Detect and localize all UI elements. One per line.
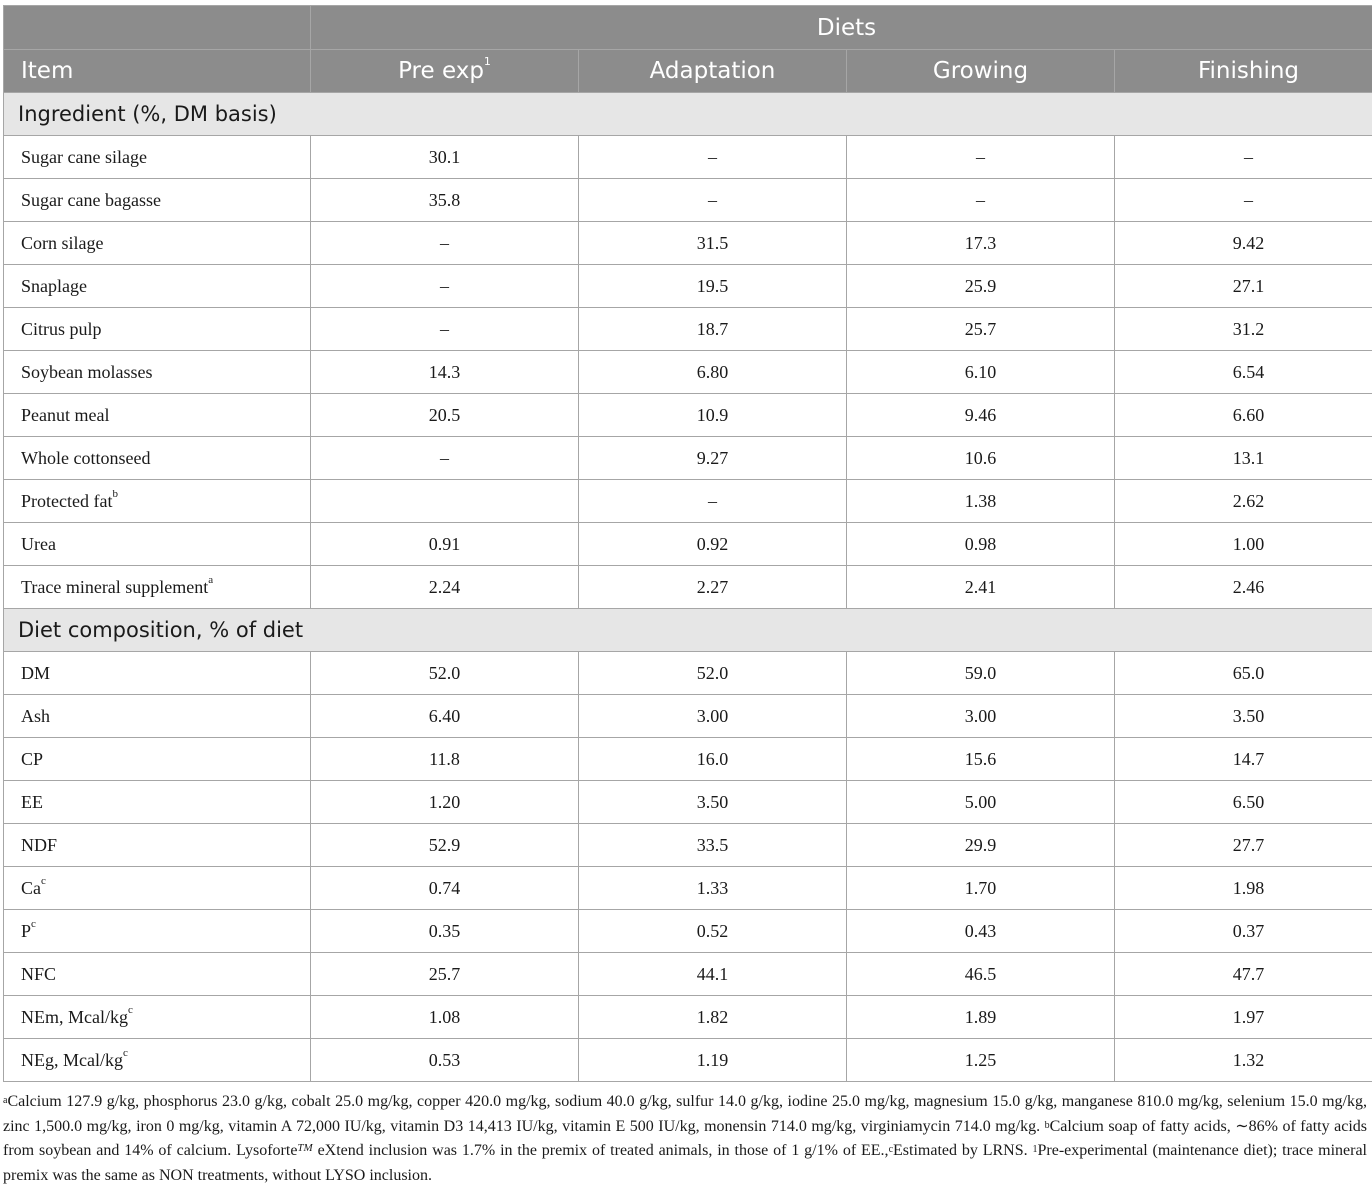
table-cell: 1.38: [847, 480, 1115, 523]
header-column-row: [4, 50, 1372, 93]
row-label-cell: [4, 437, 311, 480]
table-cell: 5.00: [847, 781, 1115, 824]
row-label-sup: c: [41, 875, 46, 887]
footnote-b-text-1: Calcium soap of fatty acids, ∼86% of fatty acids from soybean and 14% of calcium. Lysoforte: [3, 1118, 1367, 1160]
table-cell: 0.92: [579, 523, 847, 566]
table-cell: 1.25: [847, 1039, 1115, 1082]
table-cell: 0.37: [1115, 910, 1372, 953]
table-row: [4, 695, 1372, 738]
table-row: [4, 824, 1372, 867]
table-body: [4, 93, 1372, 1082]
row-label-cell: [4, 695, 311, 738]
row-label-cell: [4, 222, 311, 265]
row-label: NFC: [21, 964, 56, 984]
row-label: Trace mineral supplement: [21, 577, 208, 597]
table-cell: 9.46: [847, 394, 1115, 437]
table-cell: 0.35: [311, 910, 579, 953]
row-label-cell: [4, 1039, 311, 1082]
table-cell: 1.82: [579, 996, 847, 1039]
table-cell: –: [311, 308, 579, 351]
table-cell: 1.70: [847, 867, 1115, 910]
table-row: [4, 867, 1372, 910]
row-label: Peanut meal: [21, 405, 109, 425]
table-cell: 1.00: [1115, 523, 1372, 566]
table-cell: 31.2: [1115, 308, 1372, 351]
row-label: Citrus pulp: [21, 319, 102, 339]
header-column: [579, 50, 847, 93]
row-label: NEg, Mcal/kg: [21, 1050, 123, 1070]
table-cell: 25.9: [847, 265, 1115, 308]
table-cell: 0.43: [847, 910, 1115, 953]
table-cell: 2.41: [847, 566, 1115, 609]
row-label: NEm, Mcal/kg: [21, 1007, 128, 1027]
table-cell: 27.7: [1115, 824, 1372, 867]
table-cell: 18.7: [579, 308, 847, 351]
table-row: [4, 265, 1372, 308]
row-label-sup: a: [208, 574, 213, 586]
table-cell: 0.74: [311, 867, 579, 910]
table-cell: –: [579, 179, 847, 222]
table-cell: [311, 480, 579, 523]
table-cell: 15.6: [847, 738, 1115, 781]
row-label: P: [21, 921, 31, 941]
table-cell: 1.32: [1115, 1039, 1372, 1082]
section-title: Diet composition, % of diet: [4, 609, 1372, 652]
row-label: Protected fat: [21, 491, 112, 511]
row-label-cell: [4, 910, 311, 953]
footnote-b-text-2: eXtend inclusion was 1.7% in the premix of treated animals, in those of 1 g/1% of EE.,: [313, 1142, 889, 1159]
table-cell: 35.8: [311, 179, 579, 222]
row-label: NDF: [21, 835, 57, 855]
table-cell: 1.98: [1115, 867, 1372, 910]
table-cell: 17.3: [847, 222, 1115, 265]
table-cell: 3.50: [1115, 695, 1372, 738]
table-cell: 2.46: [1115, 566, 1372, 609]
section-title: Ingredient (%, DM basis): [4, 93, 1372, 136]
row-label: Sugar cane bagasse: [21, 190, 161, 210]
row-label-cell: [4, 738, 311, 781]
row-label: EE: [21, 792, 43, 812]
row-label-cell: [4, 351, 311, 394]
header-group-diets: Diets: [311, 6, 1372, 50]
row-label: Corn silage: [21, 233, 104, 253]
header-column-label: Finishing: [1198, 58, 1299, 84]
table-row: [4, 1039, 1372, 1082]
table-cell: 47.7: [1115, 953, 1372, 996]
table-cell: 6.54: [1115, 351, 1372, 394]
footnote-c-text: Estimated by LRNS.: [893, 1142, 1032, 1159]
table-cell: 2.62: [1115, 480, 1372, 523]
row-label-cell: [4, 953, 311, 996]
row-label-sup: c: [123, 1047, 128, 1059]
table-cell: 19.5: [579, 265, 847, 308]
table-cell: –: [1115, 179, 1372, 222]
table-cell: 0.53: [311, 1039, 579, 1082]
table-cell: 10.6: [847, 437, 1115, 480]
table-cell: 1.20: [311, 781, 579, 824]
trademark-mark: TM: [297, 1142, 312, 1154]
table-header: [4, 6, 1372, 93]
table-cell: 9.42: [1115, 222, 1372, 265]
section-header-row: [4, 609, 1372, 652]
row-label-cell: [4, 523, 311, 566]
table-cell: –: [311, 437, 579, 480]
row-label-cell: [4, 824, 311, 867]
table-row: [4, 351, 1372, 394]
table-cell: 30.1: [311, 136, 579, 179]
row-label-cell: [4, 179, 311, 222]
table-cell: –: [847, 179, 1115, 222]
row-label-cell: [4, 652, 311, 695]
row-label-cell: [4, 394, 311, 437]
table-cell: –: [579, 480, 847, 523]
table-cell: 52.0: [579, 652, 847, 695]
header-column-label: Adaptation: [650, 58, 776, 84]
table-row: [4, 910, 1372, 953]
table-cell: 6.80: [579, 351, 847, 394]
table-cell: 1.89: [847, 996, 1115, 1039]
row-label: Soybean molasses: [21, 362, 152, 382]
table-cell: –: [311, 222, 579, 265]
header-item: Item: [4, 50, 311, 93]
table-cell: 25.7: [847, 308, 1115, 351]
table-row: [4, 738, 1372, 781]
table-cell: 13.1: [1115, 437, 1372, 480]
table-row: [4, 523, 1372, 566]
table-cell: 11.8: [311, 738, 579, 781]
table-row: [4, 437, 1372, 480]
table-cell: 3.50: [579, 781, 847, 824]
table-cell: –: [311, 265, 579, 308]
table-cell: –: [579, 136, 847, 179]
diet-table-container: [3, 5, 1369, 1082]
row-label-sup: c: [128, 1004, 133, 1016]
row-label-cell: [4, 781, 311, 824]
table-cell: 44.1: [579, 953, 847, 996]
row-label-cell: [4, 265, 311, 308]
table-cell: 3.00: [847, 695, 1115, 738]
header-group-row: [4, 6, 1372, 50]
table-cell: 46.5: [847, 953, 1115, 996]
table-cell: 29.9: [847, 824, 1115, 867]
header-column-label: Pre exp: [398, 58, 484, 84]
table-cell: 2.27: [579, 566, 847, 609]
table-cell: 31.5: [579, 222, 847, 265]
table-row: [4, 996, 1372, 1039]
row-label-cell: [4, 480, 311, 523]
row-label-cell: [4, 996, 311, 1039]
row-label-cell: [4, 136, 311, 179]
header-column: [1115, 50, 1372, 93]
table-cell: 27.1: [1115, 265, 1372, 308]
table-cell: 0.91: [311, 523, 579, 566]
table-cell: 1.08: [311, 996, 579, 1039]
table-row: [4, 566, 1372, 609]
row-label: CP: [21, 749, 43, 769]
table-cell: 14.7: [1115, 738, 1372, 781]
row-label: Sugar cane silage: [21, 147, 147, 167]
footnote-a-text: Calcium 127.9 g/kg, phosphorus 23.0 g/kg, cobalt 25.0 mg/kg, copper 420.0 mg/kg, sodium 40.0 g/kg, sulfur 14.0 g/kg, iodine 25.0 mg/kg, magnesium 15.0 g/kg, manganese 810.0 mg/kg, selenium 15.0 mg/kg, zinc 1,500.0 mg/kg, iron 0 mg/kg, vitamin A 72,000 IU/kg, vitamin D3 14,413 IU/kg, vitamin E 500 IU/kg, monensin 714.0 mg/kg, virginiamycin 714.0 mg/kg.: [3, 1093, 1367, 1135]
row-label: Ca: [21, 878, 41, 898]
table-cell: 6.60: [1115, 394, 1372, 437]
table-cell: –: [847, 136, 1115, 179]
table-row: [4, 781, 1372, 824]
section-header-row: [4, 93, 1372, 136]
table-row: [4, 179, 1372, 222]
row-label: Whole cottonseed: [21, 448, 150, 468]
header-column: [311, 50, 579, 93]
row-label: Ash: [21, 706, 50, 726]
row-label-cell: [4, 867, 311, 910]
footnote-1-text: Pre-experimental (maintenance diet); trace mineral premix was the same as NON treatments, without LYSO inclusion.: [3, 1142, 1367, 1184]
table-cell: 3.00: [579, 695, 847, 738]
row-label-sup: b: [112, 488, 118, 500]
row-label-cell: [4, 566, 311, 609]
table-cell: 0.98: [847, 523, 1115, 566]
footnote-mark-a: a: [3, 1095, 7, 1106]
table-cell: 65.0: [1115, 652, 1372, 695]
table-row: [4, 136, 1372, 179]
table-cell: 1.97: [1115, 996, 1372, 1039]
table-cell: 33.5: [579, 824, 847, 867]
table-row: [4, 652, 1372, 695]
table-cell: 52.9: [311, 824, 579, 867]
table-cell: 10.9: [579, 394, 847, 437]
table-row: [4, 222, 1372, 265]
table-cell: 2.24: [311, 566, 579, 609]
table-footnote: [3, 1090, 1367, 1188]
table-cell: 0.52: [579, 910, 847, 953]
table-row: [4, 394, 1372, 437]
footnote-mark-b: b: [1045, 1120, 1050, 1131]
diet-composition-table: [3, 5, 1372, 1082]
row-label-cell: [4, 308, 311, 351]
table-cell: 9.27: [579, 437, 847, 480]
table-cell: 6.10: [847, 351, 1115, 394]
table-cell: 14.3: [311, 351, 579, 394]
table-cell: 16.0: [579, 738, 847, 781]
header-blank-cell: [4, 6, 311, 50]
header-column-sup: 1: [484, 55, 491, 68]
row-label-sup: c: [31, 918, 36, 930]
table-cell: 6.50: [1115, 781, 1372, 824]
header-column: [847, 50, 1115, 93]
table-cell: 52.0: [311, 652, 579, 695]
header-column-label: Growing: [933, 58, 1028, 84]
table-cell: 6.40: [311, 695, 579, 738]
table-cell: –: [1115, 136, 1372, 179]
table-row: [4, 308, 1372, 351]
table-cell: 59.0: [847, 652, 1115, 695]
table-cell: 20.5: [311, 394, 579, 437]
row-label: Snaplage: [21, 276, 87, 296]
table-cell: 25.7: [311, 953, 579, 996]
footnote-mark-c: c: [889, 1144, 893, 1155]
row-label: Urea: [21, 534, 56, 554]
table-row: [4, 480, 1372, 523]
row-label: DM: [21, 663, 50, 683]
table-cell: 1.19: [579, 1039, 847, 1082]
footnote-mark-1: 1: [1032, 1144, 1037, 1155]
table-cell: 1.33: [579, 867, 847, 910]
table-row: [4, 953, 1372, 996]
